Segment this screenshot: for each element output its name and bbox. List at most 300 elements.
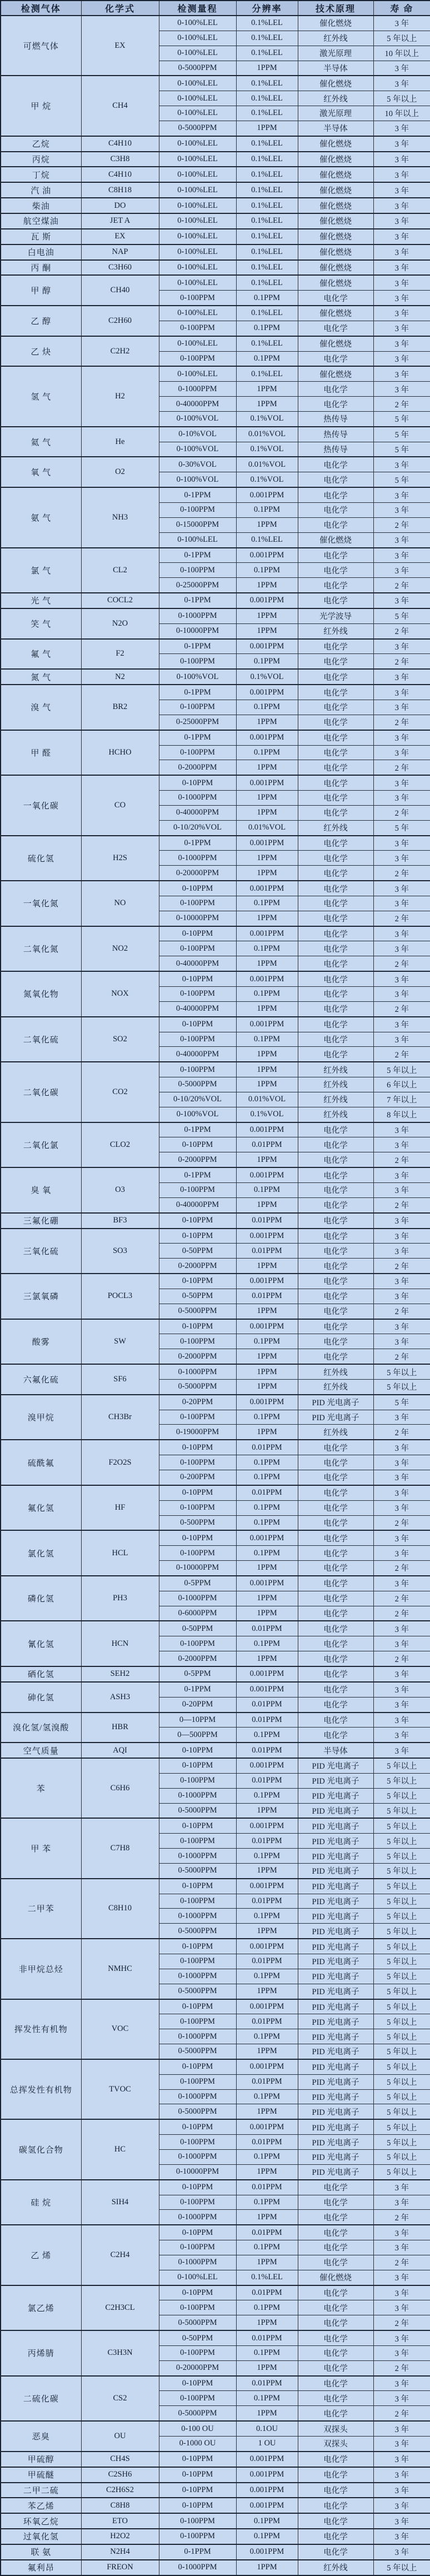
principle-cell: 电化学 [298, 911, 373, 926]
lifespan-cell: 3 年 [373, 1182, 430, 1197]
table-row [1, 971, 430, 986]
lifespan-cell: 3 年 [373, 213, 430, 229]
resolution-cell: 0.01PPM [236, 1244, 298, 1259]
gas-name-cell: 臭 氧 [1, 1167, 81, 1213]
lifespan-cell: 10 年以上 [373, 46, 430, 61]
table-row [1, 1999, 430, 2014]
lifespan-cell: 2 年 [373, 1001, 430, 1016]
lifespan-cell: 2 年 [373, 1197, 430, 1212]
principle-cell: PID 光电离子 [298, 2044, 373, 2059]
range-cell: 0-100PPM [159, 2529, 236, 2544]
principle-cell: 电化学 [298, 971, 373, 986]
chemical-formula-cell: C2H6S2 [81, 2483, 159, 2498]
range-cell: 0-10000PPM [159, 1561, 236, 1576]
principle-cell: 电化学 [298, 1137, 373, 1152]
principle-cell: 电化学 [298, 472, 373, 487]
gas-name-cell: 过氧化氢 [1, 2529, 81, 2544]
chemical-formula-cell: HF [81, 1485, 159, 1531]
resolution-cell: 1PPM [236, 397, 298, 412]
principle-cell: 催化燃烧 [298, 366, 373, 381]
principle-cell: 催化燃烧 [298, 152, 373, 167]
principle-cell: 催化燃烧 [298, 16, 373, 31]
principle-cell: 电化学 [298, 866, 373, 881]
lifespan-cell: 5 年以上 [373, 1879, 430, 1894]
chemical-formula-cell: BR2 [81, 685, 159, 730]
resolution-cell: 0.1%VOL [236, 411, 298, 426]
table-row [1, 1621, 430, 1636]
chemical-formula-cell: N2O [81, 608, 159, 639]
gas-name-cell: 硫酰氟 [1, 1440, 81, 1485]
resolution-cell: 1PPM [236, 1561, 298, 1576]
resolution-cell: 0.1PPM [236, 2149, 298, 2164]
range-cell: 0-100PPM [159, 1182, 236, 1197]
principle-cell: 激光原理 [298, 46, 373, 61]
gas-name-cell: 二甲苯 [1, 1879, 81, 1939]
range-cell: 0-50PPM [159, 1244, 236, 1259]
range-cell: 0-100PPM [159, 1636, 236, 1651]
range-cell: 0-100PPM [159, 2074, 236, 2089]
principle-cell: PID 光电离子 [298, 1758, 373, 1773]
table-row [1, 1395, 430, 1410]
principle-cell: 红外线 [298, 91, 373, 106]
range-cell: 0-100%LEL [159, 213, 236, 229]
lifespan-cell: 2 年 [373, 760, 430, 775]
range-cell: 0-1000PPM [159, 2029, 236, 2044]
lifespan-cell: 3 年 [373, 1728, 430, 1743]
chemical-formula-cell: NOX [81, 971, 159, 1017]
resolution-cell: 0.01PPM [236, 1894, 298, 1909]
principle-cell: 热传导 [298, 442, 373, 457]
chemical-formula-cell: ASH3 [81, 1682, 159, 1713]
resolution-cell: 0.001PPM [236, 487, 298, 502]
chemical-formula-cell: VOC [81, 1999, 159, 2059]
range-cell: 0-2000PPM [159, 1651, 236, 1666]
principle-cell: 电化学 [298, 1334, 373, 1349]
resolution-cell: 0.001PPM [236, 639, 298, 654]
range-cell: 0-5PPM [159, 1666, 236, 1682]
lifespan-cell: 5 年以上 [373, 2044, 430, 2059]
range-cell: 0-100PPM [159, 987, 236, 1002]
principle-cell: 红外线 [298, 1077, 373, 1092]
range-cell: 0-2000PPM [159, 1259, 236, 1274]
resolution-cell: 1PPM [236, 1924, 298, 1939]
gas-name-cell: 氯 气 [1, 548, 81, 593]
lifespan-cell: 5 年 [373, 820, 430, 835]
resolution-cell: 0.1%LEL [236, 306, 298, 321]
gas-name-cell: 二甲二硫 [1, 2483, 81, 2498]
range-cell: 0-20PPM [159, 1395, 236, 1410]
table-row [1, 2225, 430, 2240]
resolution-cell: 0.1PPM [236, 896, 298, 911]
lifespan-cell: 3 年 [373, 1319, 430, 1334]
lifespan-cell: 3 年 [373, 1636, 430, 1651]
lifespan-cell: 3 年 [373, 306, 430, 321]
range-cell: 0-1PPM [159, 685, 236, 700]
chemical-formula-cell: EX [81, 229, 159, 244]
gas-name-cell: 碳氢化合物 [1, 2119, 81, 2179]
gas-name-cell: 柴油 [1, 198, 81, 213]
resolution-cell: 0.01PPM [236, 1485, 298, 1500]
resolution-cell: 1PPM [236, 1077, 298, 1092]
principle-cell: 红外线 [298, 1092, 373, 1107]
resolution-cell: 0.01PPM [236, 1834, 298, 1849]
lifespan-cell: 5 年 [373, 411, 430, 426]
range-cell: 0-50PPM [159, 2330, 236, 2345]
chemical-formula-cell: C2SH6 [81, 2467, 159, 2483]
range-cell: 0-100PPM [159, 2014, 236, 2029]
principle-cell: 电化学 [298, 654, 373, 669]
resolution-cell: 0.001PPM [236, 926, 298, 941]
lifespan-cell: 3 年 [373, 457, 430, 472]
table-row [1, 487, 430, 502]
resolution-cell: 1PPM [236, 1152, 298, 1167]
principle-cell: 红外线 [298, 1107, 373, 1122]
lifespan-cell: 3 年 [373, 2391, 430, 2406]
resolution-cell: 1PPM [236, 1259, 298, 1274]
chemical-formula-cell: JET A [81, 213, 159, 229]
resolution-cell: 0.001PPM [236, 1122, 298, 1137]
range-cell: 0-100PPM [159, 700, 236, 715]
resolution-cell: 0.001PPM [236, 1167, 298, 1182]
range-cell: 0-6000PPM [159, 1606, 236, 1621]
resolution-cell: 0.1PPM [236, 1636, 298, 1651]
chemical-formula-cell: C4H10 [81, 136, 159, 152]
resolution-cell: 0.1PPM [236, 2391, 298, 2406]
gas-name-cell: 联 氨 [1, 2544, 81, 2560]
chemical-formula-cell: C2H60 [81, 306, 159, 336]
chemical-formula-cell: SF6 [81, 1364, 159, 1395]
lifespan-cell: 3 年 [373, 896, 430, 911]
lifespan-cell: 3 年 [373, 2498, 430, 2513]
resolution-cell: 0.01PPM [236, 1773, 298, 1788]
resolution-cell: 1PPM [236, 805, 298, 820]
table-row [1, 881, 430, 896]
principle-cell: PID 光电离子 [298, 1954, 373, 1969]
lifespan-cell: 3 年 [373, 382, 430, 397]
chemical-formula-cell: C8H18 [81, 182, 159, 198]
gas-name-cell: 非甲烷总烃 [1, 1939, 81, 1999]
principle-cell: 催化燃烧 [298, 182, 373, 198]
principle-cell: 电化学 [298, 730, 373, 745]
chemical-formula-cell: C2H3CL [81, 2285, 159, 2331]
resolution-cell: 0.1PPM [236, 1410, 298, 1425]
resolution-cell: 0.01PPM [236, 2135, 298, 2150]
lifespan-cell: 3 年 [373, 1213, 430, 1229]
chemical-formula-cell: C8H10 [81, 1879, 159, 1939]
range-cell: 0-100PPM [159, 351, 236, 366]
lifespan-cell: 3 年 [373, 1470, 430, 1485]
principle-cell: 电化学 [298, 1470, 373, 1485]
table-row [1, 1319, 430, 1334]
principle-cell: 电化学 [298, 836, 373, 851]
gas-name-cell: 二氧化碳 [1, 1062, 81, 1122]
gas-name-cell: 丙烯腈 [1, 2330, 81, 2376]
chemical-formula-cell: H2 [81, 366, 159, 426]
lifespan-cell: 5 年以上 [373, 1939, 430, 1954]
gas-name-cell: 甲 烷 [1, 76, 81, 136]
table-row [1, 685, 430, 700]
principle-cell: 红外线 [298, 623, 373, 638]
resolution-cell: 0.1PPM [236, 987, 298, 1002]
col-header-range: 检测量程 [159, 1, 236, 16]
resolution-cell: 1PPM [236, 1364, 298, 1379]
lifespan-cell: 5 年以上 [373, 2135, 430, 2150]
principle-cell: PID 光电离子 [298, 1788, 373, 1803]
table-row [1, 1440, 430, 1455]
range-cell: 0-25000PPM [159, 578, 236, 593]
chemical-formula-cell: F2 [81, 639, 159, 670]
principle-cell: 电化学 [298, 593, 373, 608]
resolution-cell: 0.1%LEL [236, 106, 298, 121]
chemical-formula-cell: O3 [81, 1167, 159, 1213]
range-cell: 0-100%LEL [159, 46, 236, 61]
table-row [1, 1879, 430, 1894]
range-cell: 0-100%LEL [159, 167, 236, 182]
gas-name-cell: 硒化氢 [1, 1666, 81, 1682]
principle-cell: 电化学 [298, 685, 373, 700]
chemical-formula-cell: CS2 [81, 2376, 159, 2422]
principle-cell: 电化学 [298, 578, 373, 593]
resolution-cell: 0.001PPM [236, 775, 298, 790]
lifespan-cell: 5 年以上 [373, 2074, 430, 2089]
resolution-cell: 0.001PPM [236, 730, 298, 745]
principle-cell: 电化学 [298, 1017, 373, 1032]
principle-cell: PID 光电离子 [298, 1909, 373, 1924]
range-cell: 0-100%LEL [159, 198, 236, 213]
chemical-formula-cell: N2 [81, 669, 159, 685]
principle-cell: 电化学 [298, 1515, 373, 1530]
lifespan-cell: 5 年 [373, 442, 430, 457]
principle-cell: 电化学 [298, 2285, 373, 2300]
resolution-cell: 1PPM [236, 1863, 298, 1878]
gas-name-cell: 一氧化碳 [1, 775, 81, 835]
col-header-formula: 化学式 [81, 1, 159, 16]
lifespan-cell: 3 年 [373, 2330, 430, 2345]
principle-cell: 半导体 [298, 61, 373, 76]
resolution-cell: 1PPM [236, 866, 298, 881]
principle-cell: 电化学 [298, 2225, 373, 2240]
principle-cell: 电化学 [298, 956, 373, 971]
lifespan-cell: 3 年 [373, 1410, 430, 1425]
resolution-cell: 0.1%VOL [236, 442, 298, 457]
chemical-formula-cell: EX [81, 16, 159, 76]
lifespan-cell: 2 年 [373, 578, 430, 593]
resolution-cell: 0.1OU [236, 2421, 298, 2436]
table-row [1, 2376, 430, 2391]
lifespan-cell: 5 年以上 [373, 1758, 430, 1773]
range-cell: 0-100%VOL [159, 1107, 236, 1122]
lifespan-cell: 3 年 [373, 1274, 430, 1289]
range-cell: 0-1000PPM [159, 2210, 236, 2225]
chemical-formula-cell: NO [81, 881, 159, 926]
range-cell: 0-5000PPM [159, 1803, 236, 1818]
table-row [1, 1743, 430, 1758]
lifespan-cell: 3 年 [373, 1666, 430, 1682]
resolution-cell: 1PPM [236, 1304, 298, 1319]
range-cell: 0-19000PPM [159, 1425, 236, 1440]
principle-cell: 催化燃烧 [298, 167, 373, 182]
resolution-cell: 1PPM [236, 1606, 298, 1621]
chemical-formula-cell: HBR [81, 1713, 159, 1743]
principle-cell: 电化学 [298, 1304, 373, 1319]
principle-cell: 电化学 [298, 1047, 373, 1062]
resolution-cell: 0.1PPM [236, 2529, 298, 2544]
principle-cell: PID 光电离子 [298, 1863, 373, 1878]
lifespan-cell: 3 年 [373, 366, 430, 381]
lifespan-cell: 3 年 [373, 2421, 430, 2436]
lifespan-cell: 2 年 [373, 623, 430, 638]
resolution-cell: 0.1%LEL [236, 244, 298, 260]
range-cell: 0-5000PPM [159, 1984, 236, 1999]
principle-cell: 电化学 [298, 1651, 373, 1666]
principle-cell: PID 光电离子 [298, 2164, 373, 2179]
gas-name-cell: 氯化氢 [1, 1530, 81, 1576]
lifespan-cell: 3 年 [373, 336, 430, 351]
principle-cell: PID 光电离子 [298, 1803, 373, 1818]
resolution-cell: 0.01PPM [236, 1137, 298, 1152]
chemical-formula-cell: N2H4 [81, 2544, 159, 2560]
principle-cell: PID 光电离子 [298, 1849, 373, 1864]
lifespan-cell: 3 年 [373, 1440, 430, 1455]
lifespan-cell: 10 年以上 [373, 106, 430, 121]
range-cell: 0-10PPM [159, 2119, 236, 2134]
table-row [1, 182, 430, 198]
gas-name-cell: 氯乙烯 [1, 2285, 81, 2331]
lifespan-cell: 3 年 [373, 321, 430, 336]
lifespan-cell: 5 年以上 [373, 2029, 430, 2044]
table-row [1, 152, 430, 167]
chemical-formula-cell: SIH4 [81, 2180, 159, 2225]
principle-cell: PID 光电离子 [298, 2149, 373, 2164]
range-cell: 0-20PPM [159, 1697, 236, 1712]
lifespan-cell: 2 年 [373, 805, 430, 820]
range-cell: 0-100%VOL [159, 669, 236, 685]
range-cell: 0-1PPM [159, 487, 236, 502]
resolution-cell: 0.001PPM [236, 1395, 298, 1410]
lifespan-cell: 3 年 [373, 1682, 430, 1697]
principle-cell: 催化燃烧 [298, 136, 373, 152]
principle-cell: 催化燃烧 [298, 229, 373, 244]
principle-cell: PID 光电离子 [298, 1939, 373, 1954]
lifespan-cell: 3 年 [373, 61, 430, 76]
lifespan-cell: 3 年 [373, 76, 430, 91]
resolution-cell: 0.001PPM [236, 548, 298, 563]
range-cell: 0-1PPM [159, 593, 236, 608]
chemical-formula-cell: CO [81, 775, 159, 835]
lifespan-cell: 3 年 [373, 1546, 430, 1561]
principle-cell: 热传导 [298, 411, 373, 426]
resolution-cell: 1PPM [236, 2164, 298, 2179]
range-cell: 0-10PPM [159, 1758, 236, 1773]
range-cell: 0-40000PPM [159, 1047, 236, 1062]
resolution-cell: 0.1%LEL [236, 336, 298, 351]
resolution-cell: 0.001PPM [236, 836, 298, 851]
table-row [1, 167, 430, 182]
resolution-cell: 0.001PPM [236, 881, 298, 896]
resolution-cell: 1PPM [236, 1591, 298, 1606]
chemical-formula-cell: COCL2 [81, 593, 159, 608]
range-cell: 0-100%LEL [159, 260, 236, 276]
table-row [1, 1274, 430, 1289]
gas-name-cell: 三氧化硫 [1, 1229, 81, 1274]
principle-cell: 电化学 [298, 2360, 373, 2375]
lifespan-cell: 5 年以上 [373, 2014, 430, 2029]
table-row [1, 1167, 430, 1182]
lifespan-cell: 3 年 [373, 2437, 430, 2452]
lifespan-cell: 5 年以上 [373, 2119, 430, 2134]
resolution-cell: 0.01%VOL [236, 427, 298, 442]
range-cell: 0-10PPM [159, 1229, 236, 1244]
table-row [1, 244, 430, 260]
principle-cell: PID 光电离子 [298, 2089, 373, 2104]
range-cell: 0-10PPM [159, 1213, 236, 1229]
range-cell: 0-10PPM [159, 1818, 236, 1833]
lifespan-cell: 5 年以上 [373, 31, 430, 46]
range-cell: 0-40000PPM [159, 397, 236, 412]
lifespan-cell: 3 年 [373, 2240, 430, 2255]
resolution-cell: 0.1PPM [236, 1182, 298, 1197]
gas-name-cell: 乙 醇 [1, 306, 81, 336]
resolution-cell: 0.1%LEL [236, 76, 298, 91]
principle-cell: 电化学 [298, 2483, 373, 2498]
resolution-cell: 0.1%LEL [236, 532, 298, 547]
range-cell: 0-100%LEL [159, 2270, 236, 2285]
table-row [1, 2483, 430, 2498]
principle-cell: PID 光电离子 [298, 1999, 373, 2014]
lifespan-cell: 5 年以上 [373, 1788, 430, 1803]
principle-cell: 电化学 [298, 1666, 373, 1682]
resolution-cell: 1PPM [236, 1651, 298, 1666]
range-cell: 0-100PPM [159, 2391, 236, 2406]
resolution-cell: 0.01PPM [236, 1440, 298, 1455]
range-cell: 0-50PPM [159, 1621, 236, 1636]
resolution-cell: 0.1%LEL [236, 91, 298, 106]
principle-cell: 电化学 [298, 2513, 373, 2529]
lifespan-cell: 5 年以上 [373, 2560, 430, 2575]
principle-cell: 电化学 [298, 1591, 373, 1606]
range-cell: 0-2000PPM [159, 1349, 236, 1364]
resolution-cell: 0.1PPM [236, 351, 298, 366]
principle-cell: 电化学 [298, 896, 373, 911]
range-cell: 0-100PPM [159, 1032, 236, 1047]
resolution-cell: 1 OU [236, 2437, 298, 2452]
chemical-formula-cell: H2S [81, 836, 159, 881]
lifespan-cell: 3 年 [373, 745, 430, 760]
principle-cell: PID 光电离子 [298, 1924, 373, 1939]
principle-cell: 电化学 [298, 1576, 373, 1591]
principle-cell: 电化学 [298, 1455, 373, 1470]
lifespan-cell: 2 年 [373, 1606, 430, 1621]
range-cell: 0-100PPM [159, 1500, 236, 1515]
resolution-cell: 0.001PPM [236, 1274, 298, 1289]
lifespan-cell: 3 年 [373, 2544, 430, 2560]
lifespan-cell: 2 年 [373, 2406, 430, 2421]
table-row [1, 2560, 430, 2575]
table-row [1, 1666, 430, 1682]
principle-cell: 电化学 [298, 2544, 373, 2560]
range-cell: 0-100PPM [159, 1062, 236, 1077]
lifespan-cell: 5 年 [373, 472, 430, 487]
range-cell: 0-100%LEL [159, 366, 236, 381]
range-cell: 0-10PPM [159, 926, 236, 941]
lifespan-cell: 3 年 [373, 1137, 430, 1152]
principle-cell: 电化学 [298, 1561, 373, 1576]
principle-cell: 催化燃烧 [298, 260, 373, 276]
resolution-cell: 0.1%LEL [236, 2270, 298, 2285]
principle-cell: 电化学 [298, 1197, 373, 1212]
range-cell: 0-100PPM [159, 1954, 236, 1969]
range-cell: 0-20000PPM [159, 866, 236, 881]
